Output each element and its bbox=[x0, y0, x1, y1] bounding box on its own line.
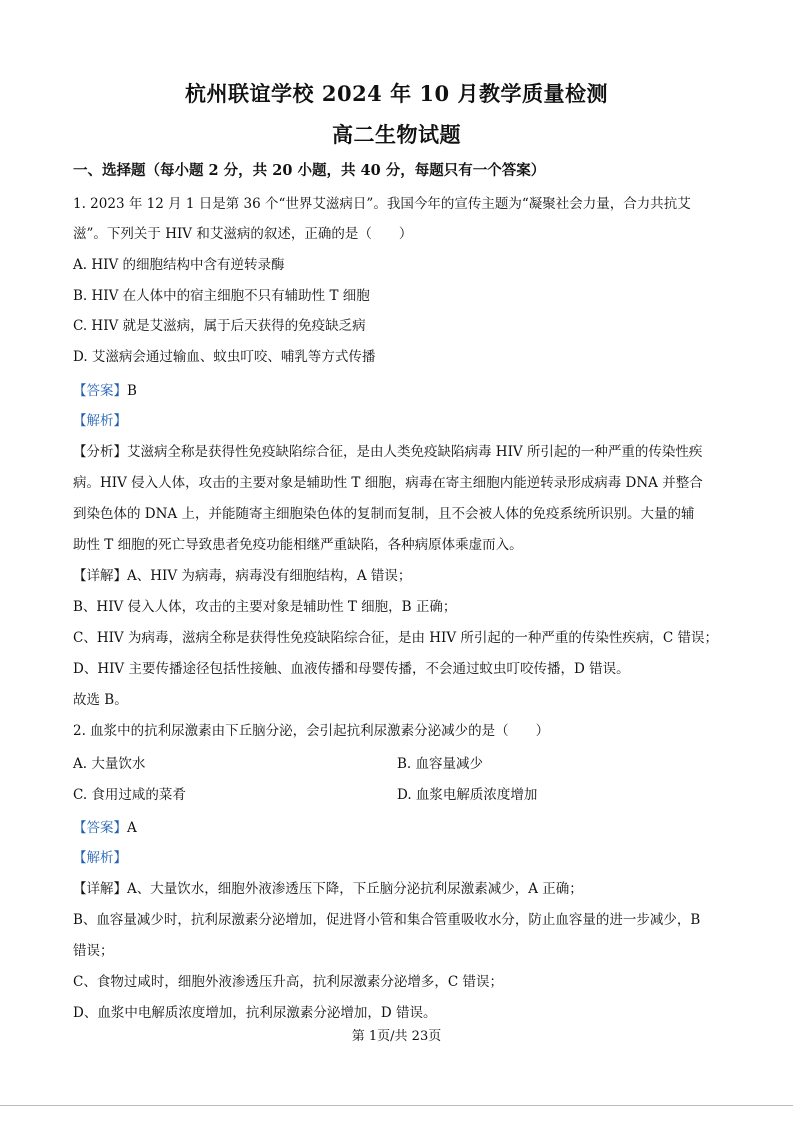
answer-value: A bbox=[127, 820, 137, 836]
section-heading: 一、选择题（每小题 2 分，共 20 小题，共 40 分，每题只有一个答案） bbox=[73, 162, 546, 179]
fenxi-tag: 【分析】 bbox=[73, 444, 127, 460]
q2-option-a: A. 大量饮水 bbox=[73, 756, 146, 772]
page-divider bbox=[0, 1105, 793, 1106]
q1-stem-line1: 1. 2023 年 12 月 1 日是第 36 个“世界艾滋病日”。我国今年的宣传主题为“凝聚社会力量，合力共抗艾 bbox=[73, 196, 691, 212]
answer-tag: 【答案】 bbox=[73, 820, 127, 836]
q1-fenxi-line3: 到染色体的 DNA 上，并能随寄主细胞染色体的复制而复制，且不会被人体的免疫系统所识别。大量的辅 bbox=[73, 506, 695, 522]
q1-option-b: B. HIV 在人体中的宿主细胞不只有辅助性 T 细胞 bbox=[73, 288, 370, 304]
q1-option-a: A. HIV 的细胞结构中含有逆转录酶 bbox=[73, 257, 285, 273]
q2-answer bbox=[73, 819, 723, 837]
q2-xiangjie-b-line1: B、血容量减少时，抗利尿激素分泌增加，促进肾小管和集合管重吸收水分，防止血容量的进一步减少，B bbox=[73, 912, 701, 928]
q1-stem-line2: 滋”。下列关于 HIV 和艾滋病的叙述，正确的是（ ） bbox=[73, 226, 413, 242]
document-subtitle: 高二生物试题 bbox=[332, 122, 461, 147]
answer-value: B bbox=[127, 383, 137, 399]
page-number: 第 1页/共 23页 bbox=[351, 1029, 442, 1044]
fenxi-text: 艾滋病全称是获得性免疫缺陷综合征，是由人类免疫缺陷病毒 HIV 所引起的一种严重的传染性疾 bbox=[127, 444, 703, 460]
q1-option-d: D. 艾滋病会通过输血、蚊虫叮咬、哺乳等方式传播 bbox=[73, 349, 376, 365]
q2-xiangjie-c: C、食物过咸时，细胞外液渗透压升高，抗利尿激素分泌增多，C 错误； bbox=[73, 974, 503, 990]
q2-stem: 2. 血浆中的抗利尿激素由下丘脑分泌，会引起抗利尿激素分泌减少的是（ ） bbox=[73, 723, 550, 739]
q2-option-b: B. 血容量减少 bbox=[397, 756, 484, 772]
answer-tag: 【答案】 bbox=[73, 383, 127, 399]
xiangjie-tag: 【详解】 bbox=[73, 568, 127, 584]
xiangjie-text: A、HIV 为病毒，病毒没有细胞结构，A 错误； bbox=[127, 568, 412, 584]
q2-xiangjie-a bbox=[73, 880, 723, 898]
q2-option-c: C. 食用过咸的菜肴 bbox=[73, 787, 186, 803]
q2-xiangjie-b-line2: 错误； bbox=[73, 943, 114, 959]
q1-xiangjie-b: B、HIV 侵入人体，攻击的主要对象是辅助性 T 细胞，B 正确； bbox=[73, 599, 457, 615]
q1-xiangjie-d: D、HIV 主要传播途径包括性接触、血液传播和母婴传播，不会通过蚊虫叮咬传播，D 错误。 bbox=[73, 661, 630, 677]
q1-fenxi-line1 bbox=[73, 443, 723, 461]
q1-fenxi-line4: 助性 T 细胞的死亡导致患者免疫功能相继严重缺陷，各种病原体乘虚而入。 bbox=[73, 537, 523, 553]
q1-xiangjie-c: C、HIV 为病毒，滋病全称是获得性免疫缺陷综合征，是由 HIV 所引起的一种严重的传染性疾病，C 错误； bbox=[73, 630, 719, 646]
q1-fenxi-line2: 病。HIV 侵入人体，攻击的主要对象是辅助性 T 细胞，病毒在寄主细胞内能逆转录形成病毒 DNA 并整合 bbox=[73, 475, 703, 491]
xiangjie-tag: 【详解】 bbox=[73, 881, 127, 897]
xiangjie-text: A、大量饮水，细胞外液渗透压下降，下丘脑分泌抗利尿激素减少，A 正确； bbox=[127, 881, 583, 897]
q2-analysis-tag: 【解析】 bbox=[73, 850, 127, 866]
q2-option-d: D. 血浆电解质浓度增加 bbox=[397, 787, 538, 803]
q2-xiangjie-d: D、血浆中电解质浓度增加，抗利尿激素分泌增加，D 错误。 bbox=[73, 1005, 437, 1021]
q1-xiangjie-a bbox=[73, 567, 723, 585]
q1-option-c: C. HIV 就是艾滋病，属于后天获得的免疫缺乏病 bbox=[73, 318, 366, 334]
document-title: 杭州联谊学校 2024 年 10 月教学质量检测 bbox=[185, 81, 608, 106]
q1-answer bbox=[73, 382, 723, 400]
q1-conclusion: 故选 B。 bbox=[73, 692, 128, 708]
q1-analysis-tag: 【解析】 bbox=[73, 413, 127, 429]
